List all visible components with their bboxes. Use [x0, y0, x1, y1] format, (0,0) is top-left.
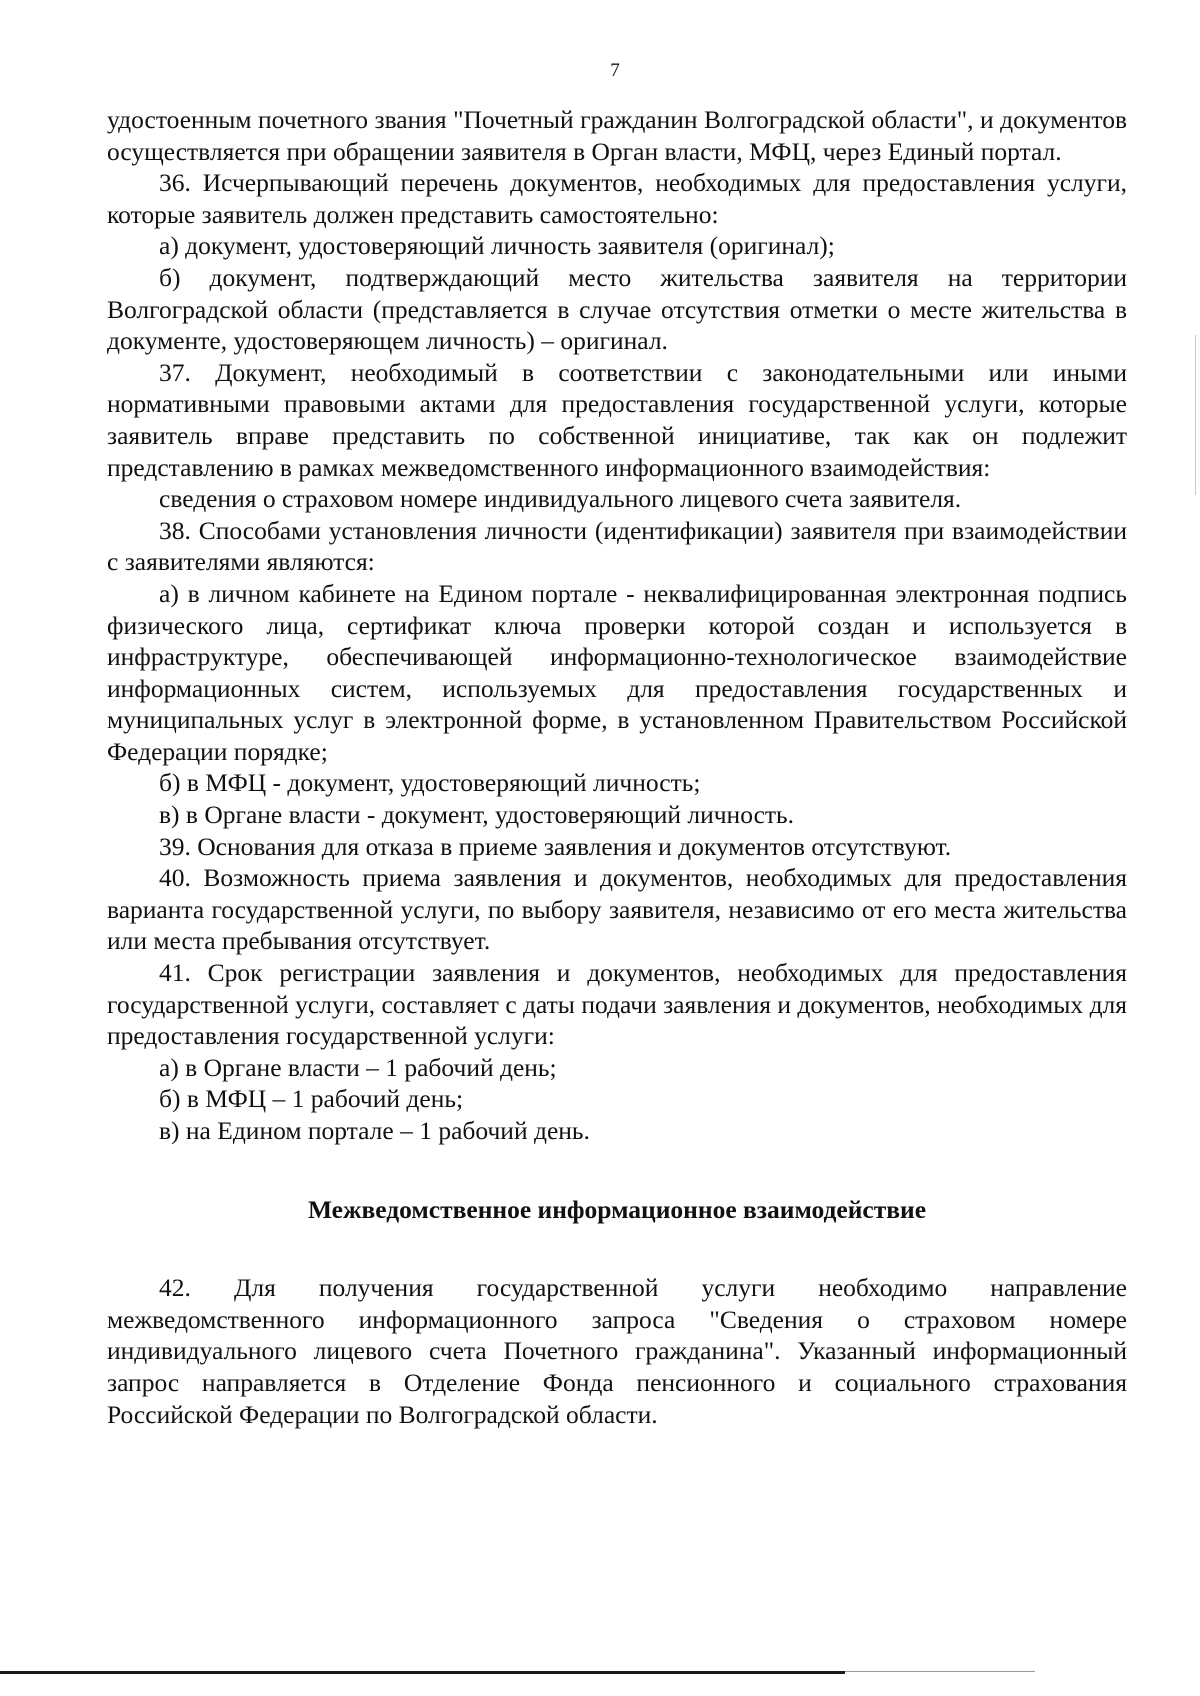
paragraph-38-b: б) в МФЦ - документ, удостоверяющий личность; [159, 768, 701, 798]
paragraph-41-a: а) в Органе власти – 1 рабочий день; [159, 1052, 557, 1082]
paragraph-38-c: в) в Органе власти - документ, удостоверяющий личность. [159, 800, 795, 830]
paragraph-36-b: б) документ, подтверждающий место жительства заявителя на территории Волгоградской области (представляется в случае отсутствия отметки о месте жительства в документе, удостоверяющем личность) – оригинал. [107, 262, 1127, 356]
section-heading: Межведомственное информационное взаимодействие [307, 1194, 927, 1224]
paragraph-38: 38. Способами установления личности (идентификации) заявителя при взаимодействии с заявителями являются: [107, 515, 1127, 577]
paragraph-41-c: в) на Едином портале – 1 рабочий день. [159, 1116, 590, 1145]
paragraph-37: 37. Документ, необходимый в соответствии с законодательными или иными нормативными правовыми актами для предоставления государственной услуги, которые заявитель вправе представить по собственной инициативе, так как он подлежит представлению в рамках межведомственного информационного взаимодействия: [107, 357, 1127, 482]
scan-edge-line [0, 1671, 845, 1674]
paragraph-38-a: а) в личном кабинете на Едином портале - неквалифицированная электронная подпись физического лица, сертификат ключа проверки которой создан и используется в инфраструктуре, обеспечивающей информационно-технологическое взаимодействие информационных систем, используемых для предоставления государственных и муниципальных услуг в электронной форме, в установленном Правительством Российской Федерации порядке; [107, 578, 1127, 766]
paragraph-41-b: б) в МФЦ – 1 рабочий день; [159, 1084, 464, 1114]
paragraph-continuation: удостоенным почетного звания "Почетный гражданин Волгоградской области", и документов осуществляется при обращении заявителя в Орган власти, МФЦ, через Единый портал. [107, 105, 1127, 166]
scan-edge-line-thin [845, 1671, 1035, 1672]
paragraph-40: 40. Возможность приема заявления и документов, необходимых для предоставления варианта государственной услуги, по выбору заявителя, независимо от его места жительства или места пребывания отсутствует. [107, 863, 1127, 956]
document-body [107, 104, 1127, 1430]
paragraph-39: 39. Основания для отказа в приеме заявления и документов отсутствуют. [159, 831, 952, 861]
page-number: 7 [610, 60, 620, 81]
paragraph-36: 36. Исчерпывающий перечень документов, необходимых для предоставления услуги, которые заявитель должен представить самостоятельно: [107, 168, 1127, 229]
paragraph-37-item: сведения о страховом номере индивидуального лицевого счета заявителя. [159, 484, 962, 514]
paragraph-41: 41. Срок регистрации заявления и документов, необходимых для предоставления государственной услуги, составляет с даты подачи заявления и документов, необходимых для предоставления государственной услуги: [107, 958, 1127, 1051]
scan-edge-vertical [1195, 335, 1196, 495]
paragraph-36-a: а) документ, удостоверяющий личность заявителя (оригинал); [159, 231, 835, 261]
paragraph-42: 42. Для получения государственной услуги необходимо направление межведомственного информационного запроса "Сведения о страховом номере индивидуального лицевого счета Почетного гражданина". Указанный информационный запрос направляется в Отделение Фонда пенсионного и социального страхования Российской Федерации по Волгоградской области. [107, 1273, 1127, 1429]
